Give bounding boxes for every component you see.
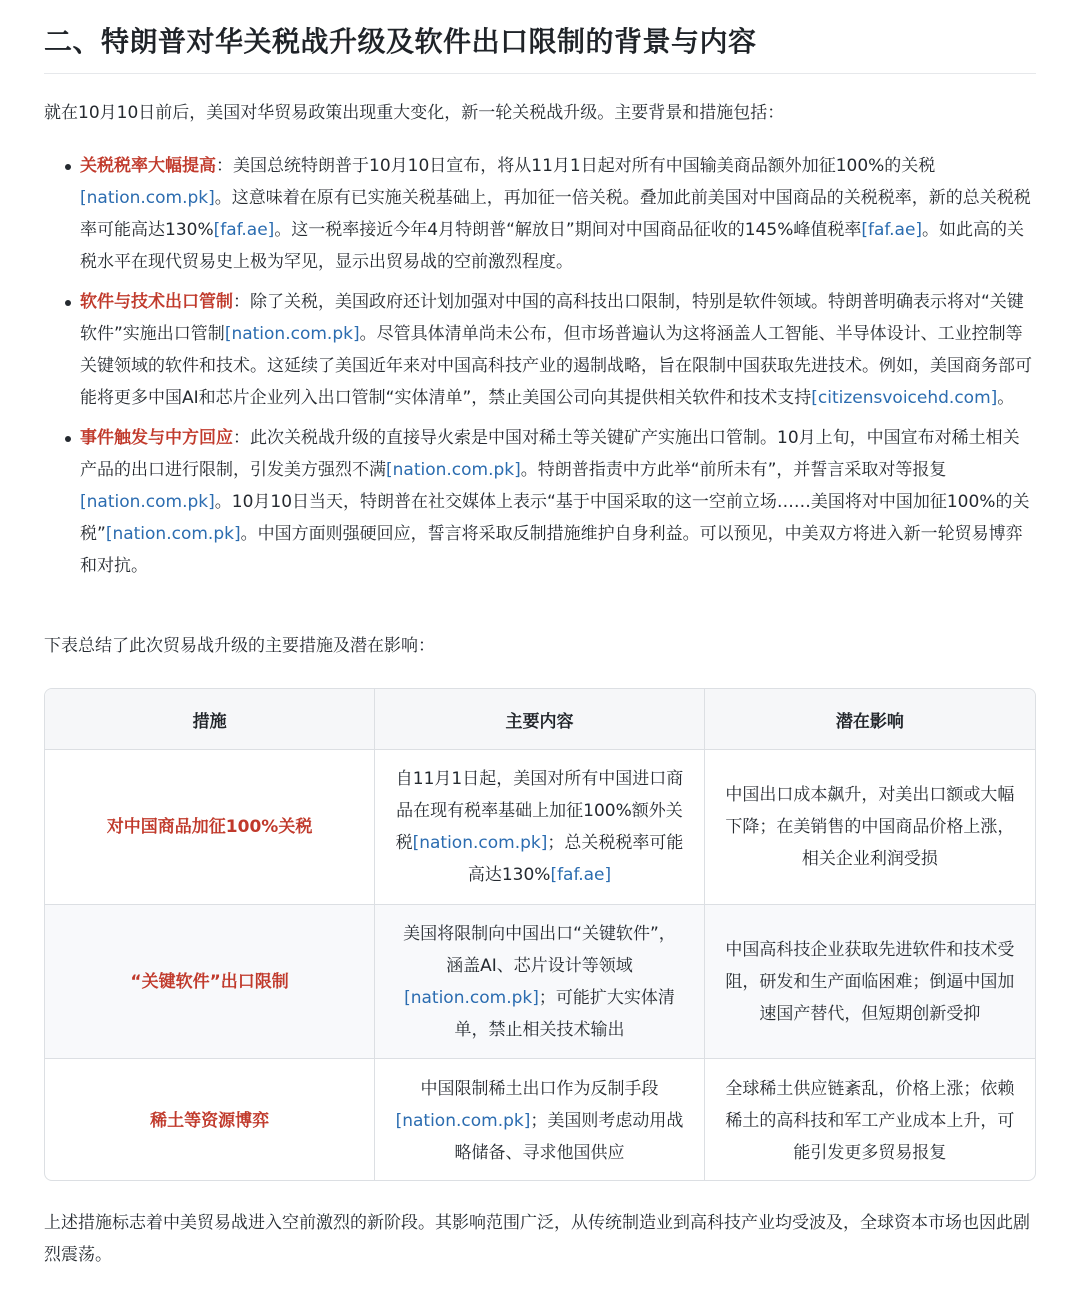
bullet-text: 。中国方面则强硬回应，誓言将采取反制措施维护自身利益。可以预见，中美双方将进入新一轮贸易博弈和对抗。 [80, 524, 1023, 576]
content-cell [375, 750, 705, 905]
measure-cell: 稀土等资源博弈 [45, 1059, 375, 1182]
bullet-lead: 关税税率大幅提高 [80, 156, 216, 176]
bullet-text: ：此次关税战升级的直接导火索是中国对稀土等关键矿产实施出口管制。10月上旬，中国宣布对稀土相关产品的出口进行限制，引发美方强烈不满 [80, 428, 1020, 480]
column-header: 主要内容 [375, 689, 705, 750]
list-item [44, 150, 1036, 278]
intro-paragraph: 就在10月10日前后，美国对华贸易政策出现重大变化，新一轮关税战升级。主要背景和措施包括： [44, 103, 785, 123]
bullet-text: 。10月10日当天，特朗普在社交媒体上表示“基于中国采取的这一空前立场……美国将对中国加征100%的关税” [80, 492, 1030, 544]
bullet-text: 。这意味着在原有已实施关税基础上，再加征一倍关税。叠加此前美国对中国商品的关税税率，新的总关税税率可能高达130% [80, 188, 1031, 240]
table-row [45, 1059, 1035, 1182]
list-item [44, 286, 1036, 414]
content-cell [375, 905, 705, 1059]
summary-table [44, 688, 1036, 1181]
cell-text: ；美国则考虑动用战略储备、寻求他国供应 [454, 1110, 684, 1163]
bullet-lead: 事件触发与中方回应 [80, 428, 233, 448]
citation-link[interactable]: [faf.ae] [550, 865, 612, 885]
bullet-text: ：除了关税，美国政府还计划加强对中国的高科技出口限制，特别是软件领域。特朗普明确表示将对“关键软件”实施出口管制 [80, 292, 1024, 344]
measure-cell: “关键软件”出口限制 [45, 905, 375, 1059]
column-header: 潜在影响 [704, 689, 1035, 750]
cell-text: 中国限制稀土出口作为反制手段 [420, 1078, 659, 1099]
citation-link[interactable]: [nation.com.pk] [105, 524, 241, 544]
bullet-icon [65, 164, 71, 170]
bullet-text: 。这一税率接近今年4月特朗普“解放日”期间对中国商品征收的145%峰值税率 [274, 220, 862, 240]
bullet-text: 。特朗普指责中方此举“前所未有”，并誓言采取对等报复 [520, 460, 947, 480]
table-row [45, 905, 1035, 1059]
citation-link[interactable]: [nation.com.pk] [80, 492, 215, 512]
bullet-text: ：美国总统特朗普于10月10日宣布，将从11月1日起对所有中国输美商品额外加征100%的关税 [216, 156, 936, 176]
citation-link[interactable]: [nation.com.pk] [80, 188, 215, 208]
citation-link[interactable]: [nation.com.pk] [395, 1110, 531, 1131]
bullet-text: 。如此高的关税水平在现代贸易史上极为罕见，显示出贸易战的空前激烈程度。 [80, 220, 1025, 272]
citation-link[interactable]: [nation.com.pk] [224, 324, 360, 344]
bullet-list [44, 150, 1036, 590]
citation-link[interactable]: [faf.ae] [213, 220, 275, 240]
table-row [45, 750, 1035, 905]
impact-cell: 中国高科技企业获取先进软件和技术受阻，研发和生产面临困难；倒逼中国加速国产替代，但短期创新受抑 [704, 905, 1035, 1059]
content-cell [375, 1059, 705, 1182]
cell-text: ；可能扩大实体清单，禁止相关技术输出 [454, 987, 675, 1040]
column-header: 措施 [45, 689, 375, 750]
bullet-icon [65, 436, 71, 442]
citation-link[interactable]: [nation.com.pk] [404, 987, 539, 1008]
citation-link[interactable]: [nation.com.pk] [386, 460, 521, 480]
citation-link[interactable]: [nation.com.pk] [412, 833, 548, 853]
cell-text: 美国将限制向中国出口“关键软件”，涵盖AI、芯片设计等领域 [403, 923, 676, 976]
measure-cell: 对中国商品加征100%关税 [45, 750, 375, 905]
cell-text: ；总关税税率可能高达130% [467, 833, 684, 885]
citation-link[interactable]: [faf.ae] [861, 220, 923, 240]
bullet-lead: 软件与技术出口管制 [80, 292, 233, 312]
section-heading: 二、特朗普对华关税战升级及软件出口限制的背景与内容 [44, 25, 757, 58]
citation-link[interactable]: [citizensvoicehd.com] [811, 388, 998, 408]
bullet-icon [65, 300, 71, 306]
cell-text: 自11月1日起，美国对所有中国进口商品在现有税率基础上加征100%额外关税 [395, 769, 684, 853]
impact-cell: 全球稀土供应链紊乱，价格上涨；依赖稀土的高科技和军工产业成本上升，可能引发更多贸易报复 [725, 1078, 1015, 1163]
impact-cell: 中国出口成本飙升，对美出口额或大幅下降；在美销售的中国商品价格上涨，相关企业利润受损 [704, 750, 1035, 905]
bullet-text: 。 [997, 388, 1015, 408]
table-intro: 下表总结了此次贸易战升级的主要措施及潜在影响： [44, 636, 435, 656]
bullet-text: 。尽管具体清单尚未公布，但市场普遍认为这将涵盖人工智能、半导体设计、工业控制等关键领域的软件和技术。这延续了美国近年来对中国高科技产业的遏制战略，旨在限制中国获取先进技术。例如，美国商务部可能将更多中国AI和芯片企业列入出口管制“实体清单”，禁止美国公司向其提供相关软件和技术支持 [80, 324, 1032, 408]
table-header-row [45, 689, 1035, 750]
list-item [44, 422, 1036, 582]
conclusion-paragraph: 上述措施标志着中美贸易战进入空前激烈的新阶段。其影响范围广泛，从传统制造业到高科技产业均受波及，全球资本市场也因此剧烈震荡。 [44, 1213, 1030, 1265]
heading-divider [44, 73, 1036, 74]
